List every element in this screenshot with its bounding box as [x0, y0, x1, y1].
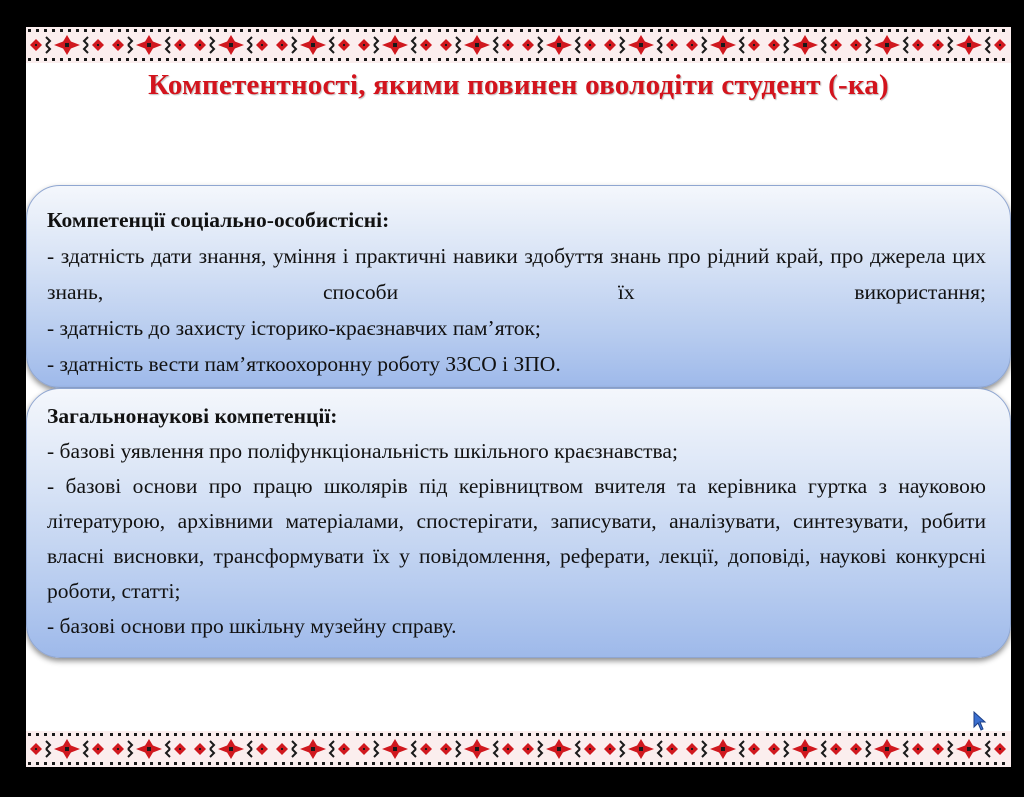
bottom-ornament-border [26, 731, 1011, 767]
embroidery-pattern-bottom [26, 731, 1011, 767]
presentation-slide [26, 27, 1011, 767]
list-item: - здатність до захисту історико-краєзнавчих пам’яток; [47, 316, 541, 340]
embroidery-pattern-top [26, 27, 1011, 63]
slide-title: Компетентності, якими повинен оволодіти студент (-ка) [148, 69, 889, 101]
pointer-arrow-icon [973, 711, 987, 731]
list-item: - базові уявлення про поліфункціональність шкільного краєзнавства; [47, 439, 678, 463]
general-scientific-competences-box [26, 388, 1011, 658]
section-heading: Загальнонаукові компетенції: [47, 404, 338, 428]
list-item: - базові основи про шкільну музейну справу. [47, 614, 457, 638]
social-personal-competences-box [26, 185, 1011, 388]
list-item: - здатність дати знання, уміння і практичні навики здобуття знань про рідний край, про джерела цих знань, способи їх використання; [47, 244, 986, 304]
top-ornament-border [26, 27, 1011, 63]
list-item: - здатність вести пам’яткоохоронну роботу ЗЗСО і ЗПО. [47, 352, 561, 376]
list-item: - базові основи про працю школярів під керівництвом вчителя та керівника гуртка з науковою літературою, архівними матеріалами, спостерігати, записувати, аналізувати, синтезувати, робити власні висновки, трансформувати їх у повідомлення, реферати, лекції, доповіді, наукові конкурсні роботи, статті; [47, 474, 986, 603]
section-heading: Компетенції соціально-особистісні: [47, 208, 390, 232]
